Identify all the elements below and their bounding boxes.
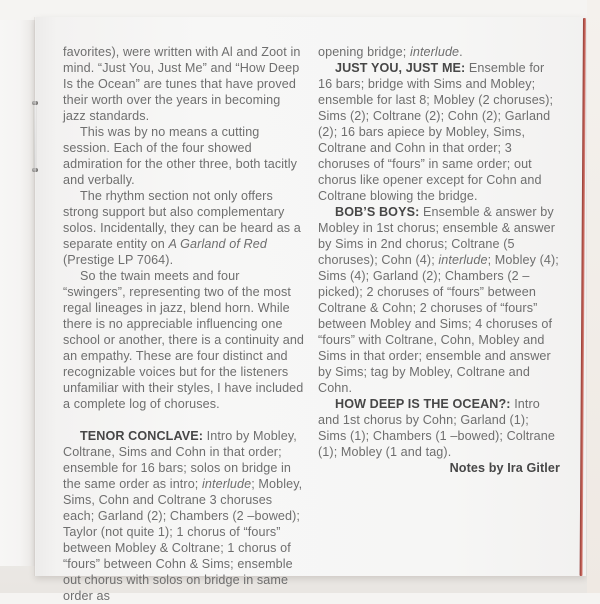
paragraph: TENOR CONCLAVE: Intro by Mobley, Coltrane, Sims and Cohn in that order; ensemble for 16 bars; solos on bridge in the same order as intro; interlude; Mobley, Sims, Cohn and Coltrane 3 choruses each; Garland (2); Chambers (2 –bowed); Taylor (not quite 1); 1 chorus of “fours” between Mobley & Coltrane; 1 chorus of “fours” between Cohn & Sims; ensemble out chorus with solos on bridge in same order as (63, 429, 303, 603)
paragraph: JUST YOU, JUST ME: Ensemble for 16 bars; bridge with Sims and Mobley; ensemble for last 8; Mobley (2 choruses); Sims (2); Coltrane (2); Cohn (2); Garland (2); 16 bars apiece by Mobley, Sims, Coltrane and Cohn in that order; 3 choruses of “fours” in same order; out chorus like opener except for Cohn and Coltrane blowing the bridge. (318, 61, 554, 203)
paragraph: opening bridge; interlude. (318, 45, 463, 59)
paragraph: Notes by Ira Gitler (449, 461, 560, 475)
right-column (318, 44, 560, 604)
paragraph: This was by no means a cutting session. Each of the four showed admiration for the other three, both tacitly and verbally. (63, 125, 298, 187)
paragraph: The rhythm section not only offers strong support but also complementary solos. Incidentally, they can be heard as a separate entity on A Garland of Red (Prestige LP 7064). (63, 189, 301, 267)
background-surface (587, 0, 600, 593)
left-column (63, 44, 305, 604)
adjacent-page-edge (0, 20, 36, 566)
paragraph: HOW DEEP IS THE OCEAN?: Intro and 1st chorus by Cohn; Garland (1); Sims (1); Chambers (1 –bowed); Coltrane (1); Mobley (1 and tag). (318, 397, 555, 459)
paragraph: BOB’S BOYS: Ensemble & answer by Mobley in 1st chorus; ensemble & answer by Sims in 2nd chorus; Coltrane (5 choruses); Cohn (4); interlude; Mobley (4); Sims (4); Garland (2); Chambers (2 –picked); 2 choruses of “fours” between Coltrane & Cohn; 2 choruses of “fours” between Mobley and Sims; 4 choruses of “fours” with Coltrane, Cohn, Mobley and Sims in that order; ensemble and answer by Sims; tag by Mobley, Coltrane and Cohn. (318, 205, 559, 395)
paragraph: So the twain meets and four “swingers”, representing two of the most regal lineages in jazz, blend horn. While there is no appreciable influencing one school or another, there is a continuity and an empathy. These are four distinct and recognizable voices but for the listeners unfamiliar with their styles, I have included a complete log of choruses. (63, 269, 305, 411)
liner-notes (63, 44, 560, 604)
booklet-fold (34, 17, 36, 576)
paragraph: favorites), were written with Al and Zoot in mind. “Just You, Just Me” and “How Deep Is the Ocean” are tunes that have proved their worth over the years in becoming jazz standards. (63, 45, 301, 123)
